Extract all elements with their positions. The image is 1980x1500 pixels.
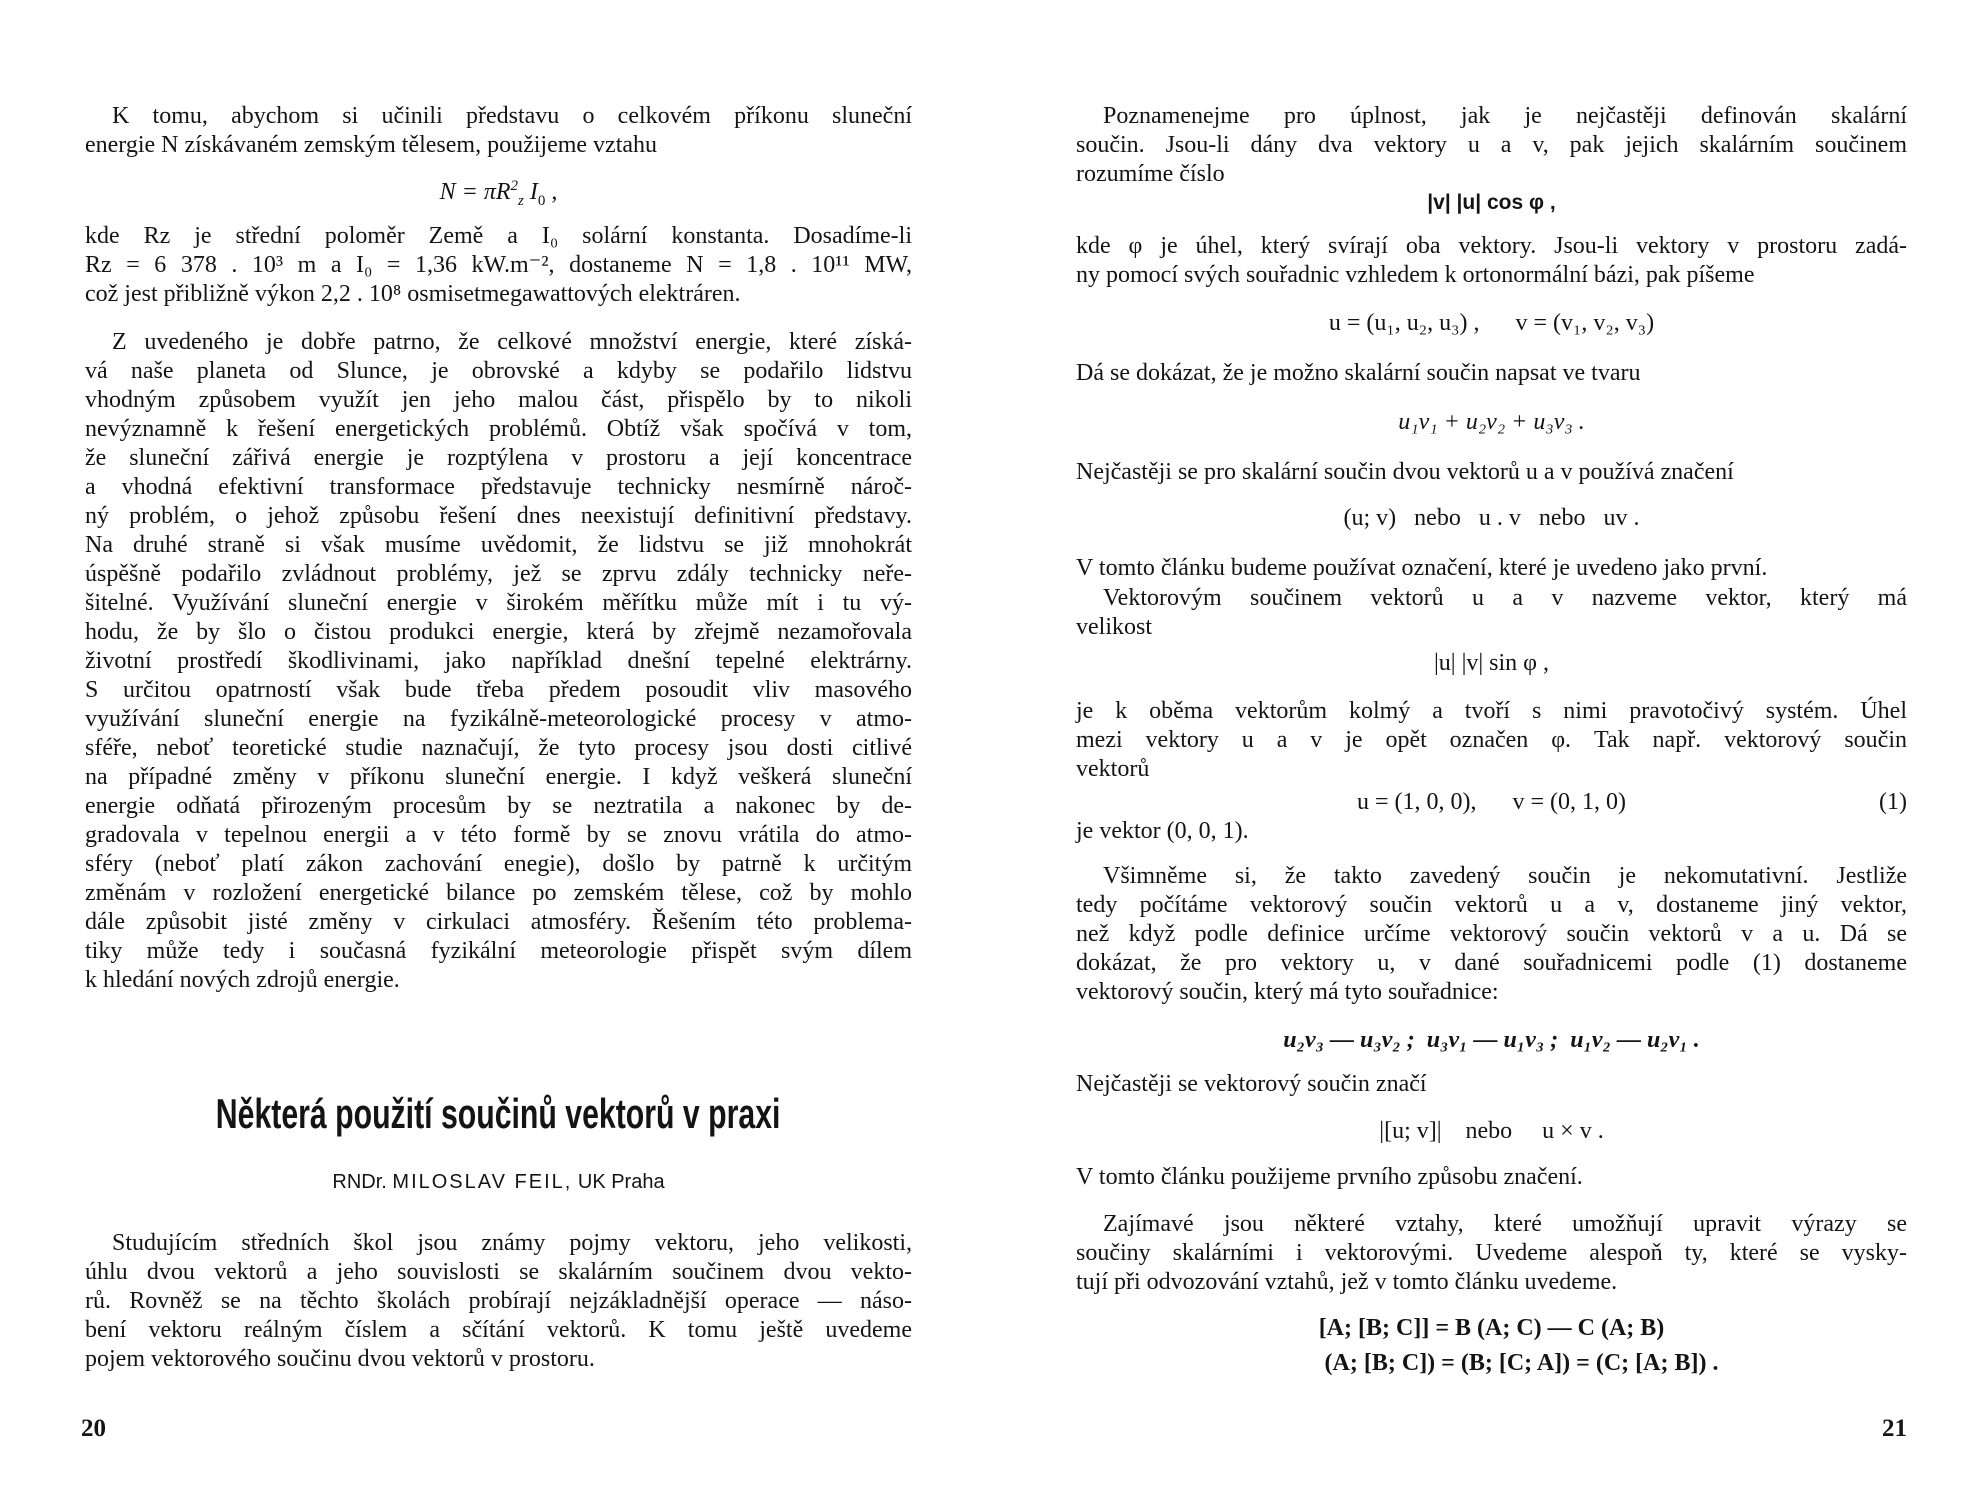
paragraph-result bbox=[1076, 817, 1907, 846]
formula-part: N = πR bbox=[439, 179, 511, 205]
text-line: úspěšně podařilo zvládnout problémy, jež se zprvu zdály technicky neře- bbox=[85, 561, 912, 587]
text-line: Nejčastěji se vektorový součin značí bbox=[1076, 1071, 1427, 1097]
text-line: kde φ je úhel, který svírají oba vektory. Jsou-li vektory v prostoru zadá- bbox=[1076, 233, 1907, 259]
text-line: rů. Rovněž se na těchto školách probírají nejzákladnější operace — náso- bbox=[85, 1288, 912, 1314]
text-line: Studujícím středních škol jsou známy pojmy vektoru, jeho velikosti, bbox=[112, 1230, 912, 1256]
text-line: šitelné. Využívání sluneční energie v širokém měřítku může mít i tu vý- bbox=[85, 590, 912, 616]
text-line: Poznamenejme pro úplnost, jak je nejčastěji definován skalární bbox=[1103, 103, 1907, 129]
article-heading bbox=[85, 1090, 912, 1138]
text-line: a vhodná efektivní transformace představuje technicky nesmírně nároč- bbox=[85, 474, 912, 500]
text-line: vhodným způsobem využít jen jeho malou část, přispělo by to nikoli bbox=[85, 387, 912, 413]
paragraph-prove bbox=[1076, 359, 1907, 388]
text-line: využívání sluneční energie na fyzikálně-meteorologické procesy v atmo- bbox=[85, 706, 912, 732]
text-line: životní prostředí škodlivinami, jako například dnešní tepelné elektrárny. bbox=[85, 648, 912, 674]
page-number-left: 20 bbox=[81, 1415, 106, 1442]
text-line: mezi vektory u a v je opět označen φ. Tak např. vektorový součin bbox=[1076, 727, 1907, 753]
formula-scalar-sum: u₁v₁ + u₂v₂ + u₃v₃ . bbox=[1398, 409, 1585, 435]
author-affiliation: UK Praha bbox=[577, 1171, 665, 1193]
formula-sub: 0 bbox=[537, 192, 546, 209]
text-line: Rz = 6 378 . 10³ m a I₀ = 1,36 kW.m⁻², dostaneme N = 1,8 . 10¹¹ MW, bbox=[85, 252, 912, 278]
text-line: ny pomocí svých souřadnic vzhledem k ortonormální bázi, pak píšeme bbox=[1076, 262, 1755, 288]
text-line: K tomu, abychom si učinili představu o celkovém příkonu sluneční bbox=[112, 103, 912, 129]
text-line: velikost bbox=[1076, 614, 1152, 640]
text-line: součin. Jsou-li dány dva vektory u a v, pak jejich skalárním součinem bbox=[1076, 132, 1907, 158]
formula-example-text: u = (1, 0, 0), v = (0, 1, 0) bbox=[1356, 789, 1627, 815]
paragraph-constants bbox=[85, 222, 912, 309]
text-line: kde Rz je střední poloměr Země a I₀ solární konstanta. Dosadíme-li bbox=[85, 223, 912, 249]
text-line: tiky může tedy i současná fyzikální meteorologie přispět svým dílem bbox=[85, 938, 912, 964]
page-number-right: 21 bbox=[1882, 1415, 1907, 1442]
text-line: je k oběma vektorům kolmý a tvoří s nimi pravotočivý systém. Úhel bbox=[1076, 698, 1907, 724]
paragraph-intro bbox=[85, 102, 912, 160]
paragraph-scalar-definition bbox=[1076, 102, 1907, 189]
paragraph-first-method bbox=[1076, 1163, 1907, 1192]
text-line: rozumíme číslo bbox=[1076, 161, 1225, 187]
text-line: že sluneční zářivá energie je rozptýlena v prostoru a její koncentrace bbox=[85, 445, 912, 471]
formula-example bbox=[1076, 788, 1907, 817]
article-title: Některá použití součinů vektorů v praxi bbox=[216, 1090, 781, 1137]
paragraph-angle bbox=[1076, 232, 1907, 290]
text-line: energie N získávaném zemským tělesem, použijeme vztahu bbox=[85, 132, 658, 158]
text-line: Z uvedeného je dobře patrno, že celkové množství energie, které získá- bbox=[112, 329, 912, 355]
text-line: sféře, neboť teoretické studie naznačují, že tyto procesy jsou dosti citlivé bbox=[85, 735, 912, 761]
text-line: nevýznamně k řešení energetických problémů. Obtíž však spočívá v tom, bbox=[85, 416, 912, 442]
article-author bbox=[85, 1171, 912, 1194]
text-line: sféry (neboť platí zákon zachování enegie), došlo by patrně k určitým bbox=[85, 851, 912, 877]
text-line: gradovala v tepelnou energii a v této formě by se znovu vrátila do atmo- bbox=[85, 822, 912, 848]
text-line: hodu, že by šlo o čistou produkci energie, která by zřejmě nezamořovala bbox=[85, 619, 912, 645]
paragraph-notation bbox=[1076, 458, 1907, 487]
text-line: vektorů bbox=[1076, 756, 1150, 782]
paragraph-vector-product bbox=[1076, 584, 1907, 642]
text-line: úhlu dvou vektorů a jeho souvislosti se skalárním součinem dvou vekto- bbox=[85, 1259, 912, 1285]
text-line: Zajímavé jsou některé vztahy, které umožňují upravit výrazy se bbox=[1103, 1211, 1907, 1237]
formula-sub: z bbox=[518, 192, 524, 209]
text-line: tují při odvozování vztahů, jež v tomto článku uvedeme. bbox=[1076, 1269, 1618, 1295]
text-line: S určitou opatrností však bude třeba předem posoudit vliv masového bbox=[85, 677, 912, 703]
text-line: ný problém, o jehož způsobu řešení dnes neexistují definitivní představy. bbox=[85, 503, 912, 529]
text-line: je vektor (0, 0, 1). bbox=[1076, 818, 1249, 844]
paragraph-this-article bbox=[1076, 554, 1907, 583]
formula-scalar: |v| |u| cos φ , bbox=[1427, 191, 1556, 214]
text-line: V tomto článku použijeme prvního způsobu značení. bbox=[1076, 1164, 1583, 1190]
paragraph-noncommutative bbox=[1076, 862, 1907, 1007]
text-line: Všimněme si, že takto zavedený součin je nekomutativní. Jestliže bbox=[1103, 863, 1907, 889]
formula-sup: 2 bbox=[510, 178, 519, 194]
text-line: vektorový součin, který má tyto souřadnice: bbox=[1076, 979, 1499, 1005]
formula-scalar-notation: (u; v) nebo u . v nebo uv . bbox=[1343, 505, 1640, 531]
text-line: Dá se dokázat, že je možno skalární součin napsat ve tvaru bbox=[1076, 360, 1641, 386]
text-line: energie odňatá přirozeným procesům by se neztratila a nakonec by de- bbox=[85, 793, 912, 819]
author-title: RNDr. bbox=[332, 1171, 387, 1193]
text-line: V tomto článku budeme používat označení, které je uvedeno jako první. bbox=[1076, 555, 1768, 581]
author-name: MILOSLAV FEIL, bbox=[392, 1171, 573, 1193]
formula-triple-vector: [A; [B; C]] = B (A; C) — C (A; B) bbox=[1318, 1315, 1665, 1341]
text-line: na případné změny v příkonu sluneční energie. I když veškerá sluneční bbox=[85, 764, 912, 790]
text-line: bení vektoru reálným číslem a sčítání vektorů. K tomu ještě uvedeme bbox=[85, 1317, 912, 1343]
paragraph-perpendicular bbox=[1076, 697, 1907, 784]
text-line: součiny skalárními i vektorovými. Uvedeme alespoň ty, které se vysky- bbox=[1076, 1240, 1907, 1266]
paragraph-solar-energy bbox=[85, 328, 912, 995]
text-line: změnám v rozložení energetické bilance po zemském tělese, což by mohlo bbox=[85, 880, 912, 906]
formula-coordinates: u = (u₁, u₂, u₃) , v = (v₁, v₂, v₃) bbox=[1328, 310, 1655, 336]
text-line: dále způsobit jisté změny v cirkulaci atmosféry. Řešením této problema- bbox=[85, 909, 912, 935]
equation-number: (1) bbox=[1879, 789, 1907, 815]
text-line: Nejčastěji se pro skalární součin dvou vektorů u a v používá značení bbox=[1076, 459, 1734, 485]
text-line: Vektorovým součinem vektorů u a v nazveme vektor, který má bbox=[1103, 585, 1907, 611]
text-line: tedy počítáme vektorový součin vektorů u a v, dostaneme jiný vektor, bbox=[1076, 892, 1907, 918]
text-line: než když podle definice určíme vektorový součin vektorů v a u. Dá se bbox=[1076, 921, 1907, 947]
formula-triple-scalar: (A; [B; C]) = (B; [C; A]) = (C; [A; B]) . bbox=[1324, 1350, 1719, 1376]
paragraph-relations bbox=[1076, 1210, 1907, 1297]
text-line: pojem vektorového součinu dvou vektorů v prostoru. bbox=[85, 1346, 595, 1372]
formula-part: , bbox=[545, 179, 558, 205]
text-line: vá naše planeta od Slunce, je obrovské a kdyby se podařilo lidstvu bbox=[85, 358, 912, 384]
text-line: k hledání nových zdrojů energie. bbox=[85, 967, 400, 993]
formula-vector-notation: |[u; v]| nebo u × v . bbox=[1379, 1118, 1604, 1144]
text-line: Na druhé straně si však musíme uvědomit, že lidstvu se již mnohokrát bbox=[85, 532, 912, 558]
text-line: což jest přibližně výkon 2,2 . 10⁸ osmisetmegawattových elektráren. bbox=[85, 281, 741, 307]
paragraph-vector-notation bbox=[1076, 1070, 1907, 1099]
text-line: dokázat, že pro vektory u, v dané souřadnicemi podle (1) dostaneme bbox=[1076, 950, 1907, 976]
formula-power bbox=[85, 178, 912, 207]
formula-part: I bbox=[523, 179, 538, 205]
formula-magnitude: |u| |v| sin φ , bbox=[1433, 650, 1550, 676]
paragraph-article-intro bbox=[85, 1229, 912, 1374]
formula-components: u₂v₃ — u₃v₂ ; u₃v₁ — u₁v₃ ; u₁v₂ — u₂v₁ . bbox=[1283, 1027, 1700, 1053]
